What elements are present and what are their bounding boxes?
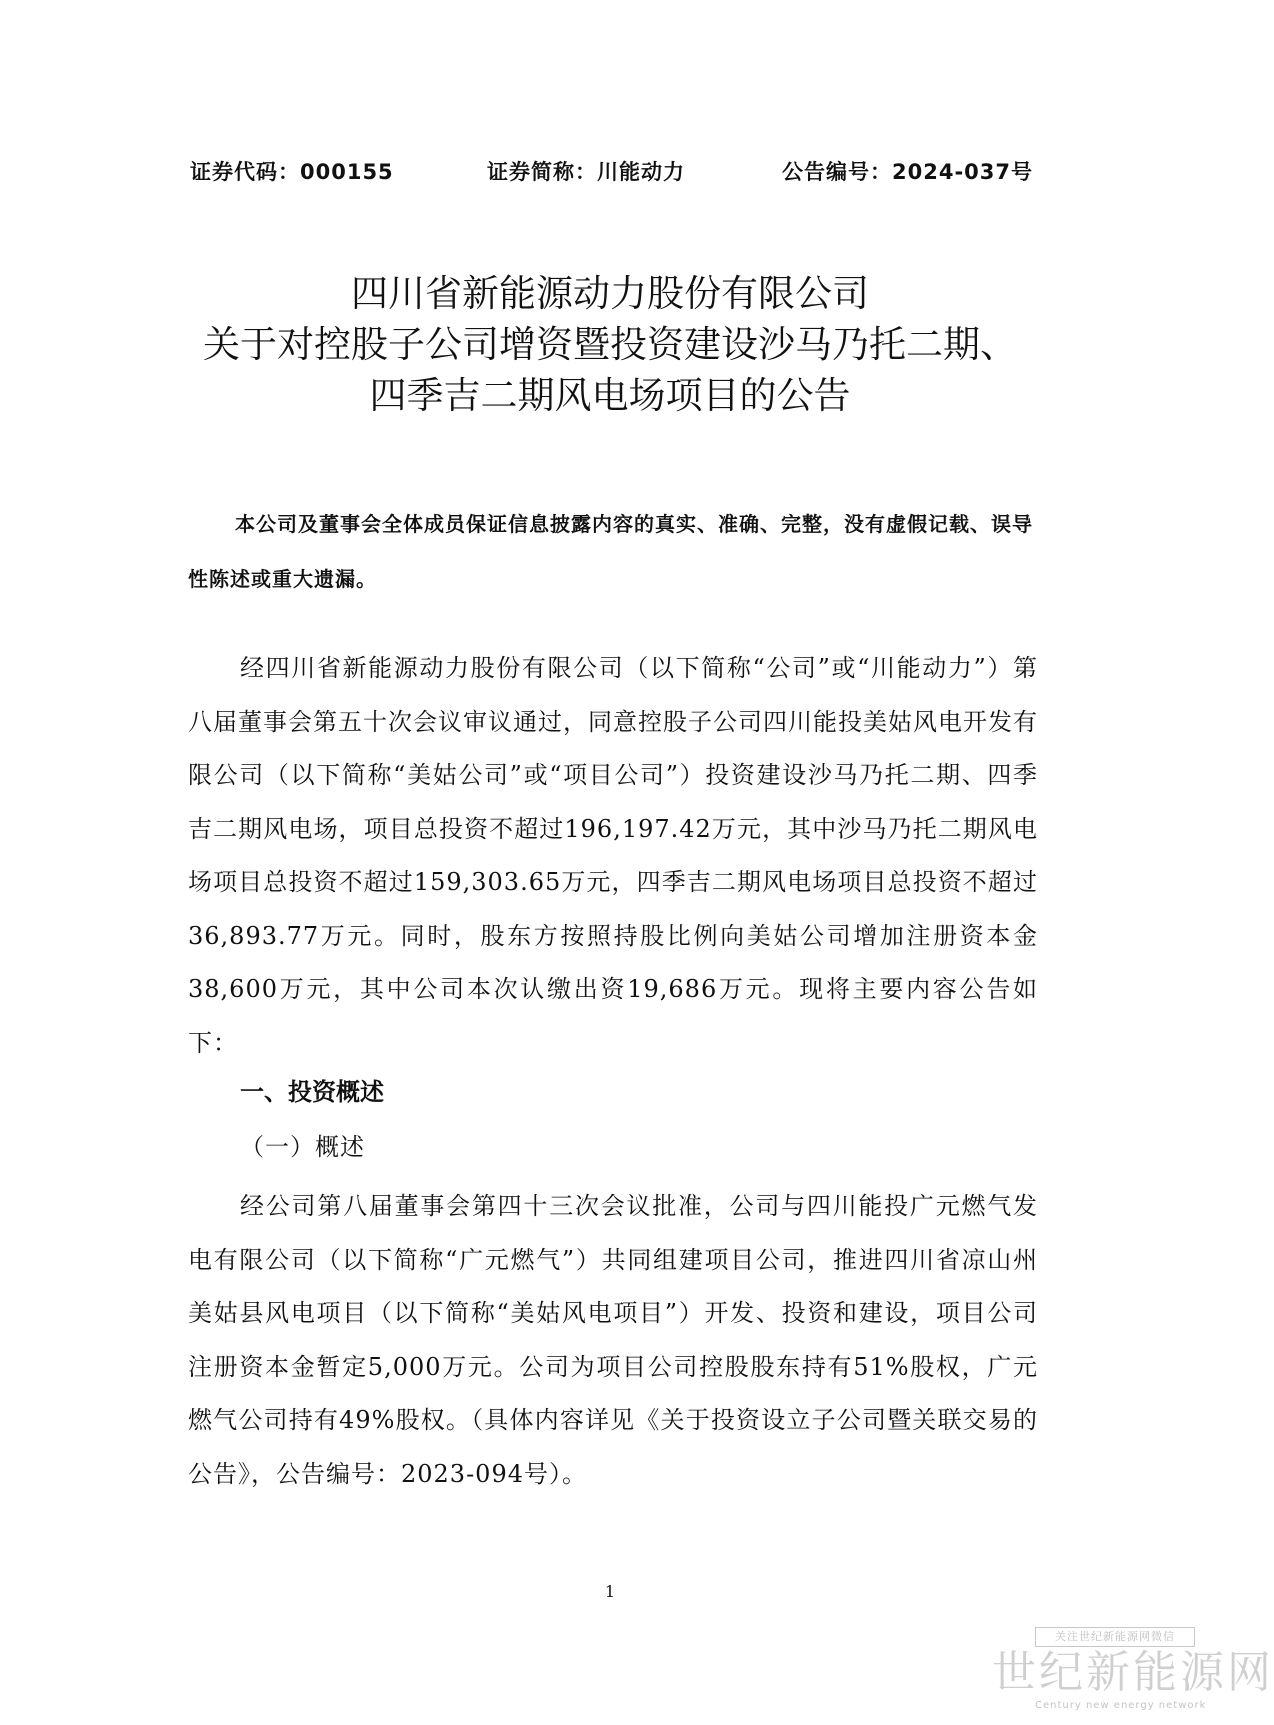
security-code: 证券代码：000155 xyxy=(190,160,394,184)
title-line-1: 四川省新能源动力股份有限公司 xyxy=(351,272,869,315)
watermark-tagline: 关注世纪新能源网微信 xyxy=(1035,1627,1195,1647)
header-line xyxy=(190,156,1033,190)
page-number: 1 xyxy=(604,1582,616,1601)
announcement-number: 公告编号：2024-037号 xyxy=(782,160,1033,184)
watermark-logo: 世纪新能源网 xyxy=(992,1647,1274,1698)
document-title xyxy=(0,268,1220,421)
overview-paragraph: 经公司第八届董事会第四十三次会议批准，公司与四川能投广元燃气发电有限公司（以下简称“广元燃气”）共同组建项目公司，推进四川省凉山州美姑县风电项目（以下简称“美姑风电项目”）开发、投资和建设，项目公司注册资本金暂定5,000万元。公司为项目公司控股股东持有51%股权，广元燃气公司持有49%股权。（具体内容详见《关于投资设立子公司暨关联交易的公告》，公告编号：2023-094号）。 xyxy=(188,1192,1038,1488)
watermark-subtitle: Century new energy network xyxy=(1035,1700,1207,1711)
security-name: 证券简称：川能动力 xyxy=(487,160,685,184)
intro-paragraph: 经四川省新能源动力股份有限公司（以下简称“公司”或“川能动力”）第八届董事会第五十次会议审议通过，同意控股子公司四川能投美姑风电开发有限公司（以下简称“美姑公司”或“项目公司”）投资建设沙马乃托二期、四季吉二期风电场，项目总投资不超过196,197.42万元，其中沙马乃托二期风电场项目总投资不超过159,303.65万元，四季吉二期风电场项目总投资不超过36,893.77万元。同时，股东方按照持股比例向美姑公司增加注册资本金38,600万元，其中公司本次认缴出资19,686万元。现将主要内容公告如下： xyxy=(188,654,1038,1057)
board-statement: 本公司及董事会全体成员保证信息披露内容的真实、准确、完整，没有虚假记载、误导性陈述或重大遗漏。 xyxy=(188,512,1033,591)
section-heading-investment-overview: 一、投资概述 xyxy=(240,1078,384,1106)
title-line-2: 关于对控股子公司增资暨投资建设沙马乃托二期、 xyxy=(203,323,1017,366)
subsection-heading-overview: （一）概述 xyxy=(240,1133,365,1161)
title-line-3: 四季吉二期风电场项目的公告 xyxy=(369,374,851,417)
